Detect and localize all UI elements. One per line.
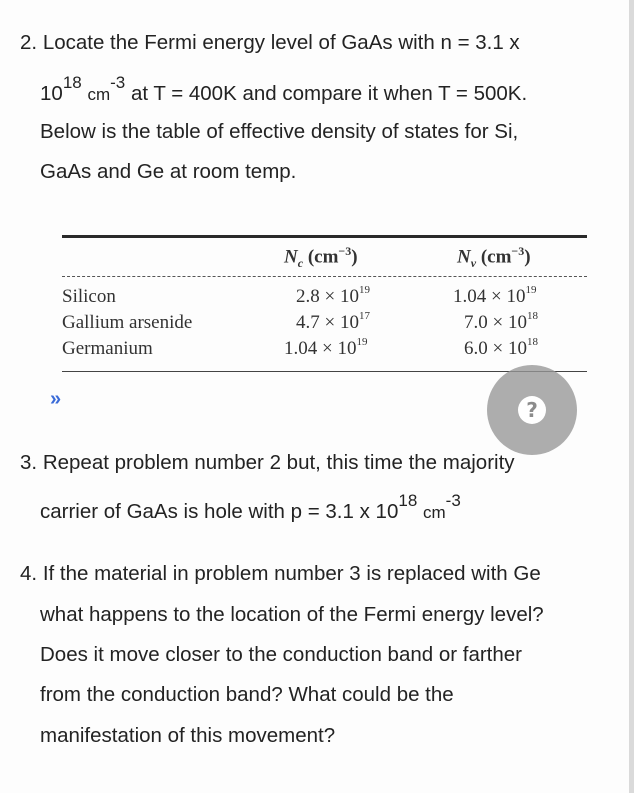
table-row-material: Gallium arsenide bbox=[62, 312, 193, 333]
question-2-line-1: 2. Locate the Fermi energy level of GaAs with n = 3.1 x bbox=[20, 31, 520, 54]
table-cell-nv: $1.04 \times 10^{19}$ bbox=[453, 283, 537, 307]
question-2-number: 2. bbox=[20, 31, 38, 54]
header-nv: $N_v$ $(cm^{-3})$ bbox=[457, 244, 531, 271]
table-header-rule bbox=[62, 276, 587, 277]
table-cell-nv: $7.0 \times 10^{18}$ bbox=[464, 309, 538, 333]
header-nc: $N_c$ $(cm^{-3})$ bbox=[284, 244, 358, 271]
table-cell-nc: $2.8 \times 10^{19}$ bbox=[296, 283, 370, 307]
question-4-line-1: 4. If the material in problem number 3 is replaced with Ge bbox=[20, 562, 541, 585]
question-3-number: 3. bbox=[20, 451, 38, 474]
table-row-material: Germanium bbox=[62, 338, 153, 359]
question-4-line-2: what happens to the location of the Fermi energy level? bbox=[40, 603, 544, 626]
question-mark-icon: ? bbox=[518, 396, 546, 424]
question-4-line-5: manifestation of this movement? bbox=[40, 724, 336, 747]
page-edge bbox=[629, 0, 634, 793]
question-2-line-4: GaAs and Ge at room temp. bbox=[40, 160, 297, 183]
table-row-material: Silicon bbox=[62, 286, 116, 307]
question-4-line-4: from the conduction band? What could be the bbox=[40, 683, 454, 706]
table-cell-nc: $1.04 \times 10^{19}$ bbox=[284, 335, 368, 359]
question-2-line-3: Below is the table of effective density of states for Si, bbox=[40, 120, 519, 143]
table-cell-nc: $4.7 \times 10^{17}$ bbox=[296, 309, 370, 333]
question-4-line-3: Does it move closer to the conduction band or farther bbox=[40, 643, 523, 666]
density-of-states-table bbox=[62, 232, 587, 372]
question-4-number: 4. bbox=[20, 562, 38, 585]
question-3-line-2: carrier of GaAs is hole with p = 3.1 x $10^{18}$ $cm^{-3}$ bbox=[40, 491, 461, 523]
table-top-rule bbox=[62, 235, 587, 238]
question-3-line-1: 3. Repeat problem number 2 but, this time the majority bbox=[20, 451, 515, 474]
question-2-line-2: $10^{18}$ $cm^{-3}$ at T = 400K and compare it when T = 500K. bbox=[40, 73, 528, 105]
table-cell-nv: $6.0 \times 10^{18}$ bbox=[464, 335, 538, 359]
help-button[interactable] bbox=[487, 365, 577, 455]
expand-chevron-icon[interactable]: » bbox=[50, 388, 62, 410]
